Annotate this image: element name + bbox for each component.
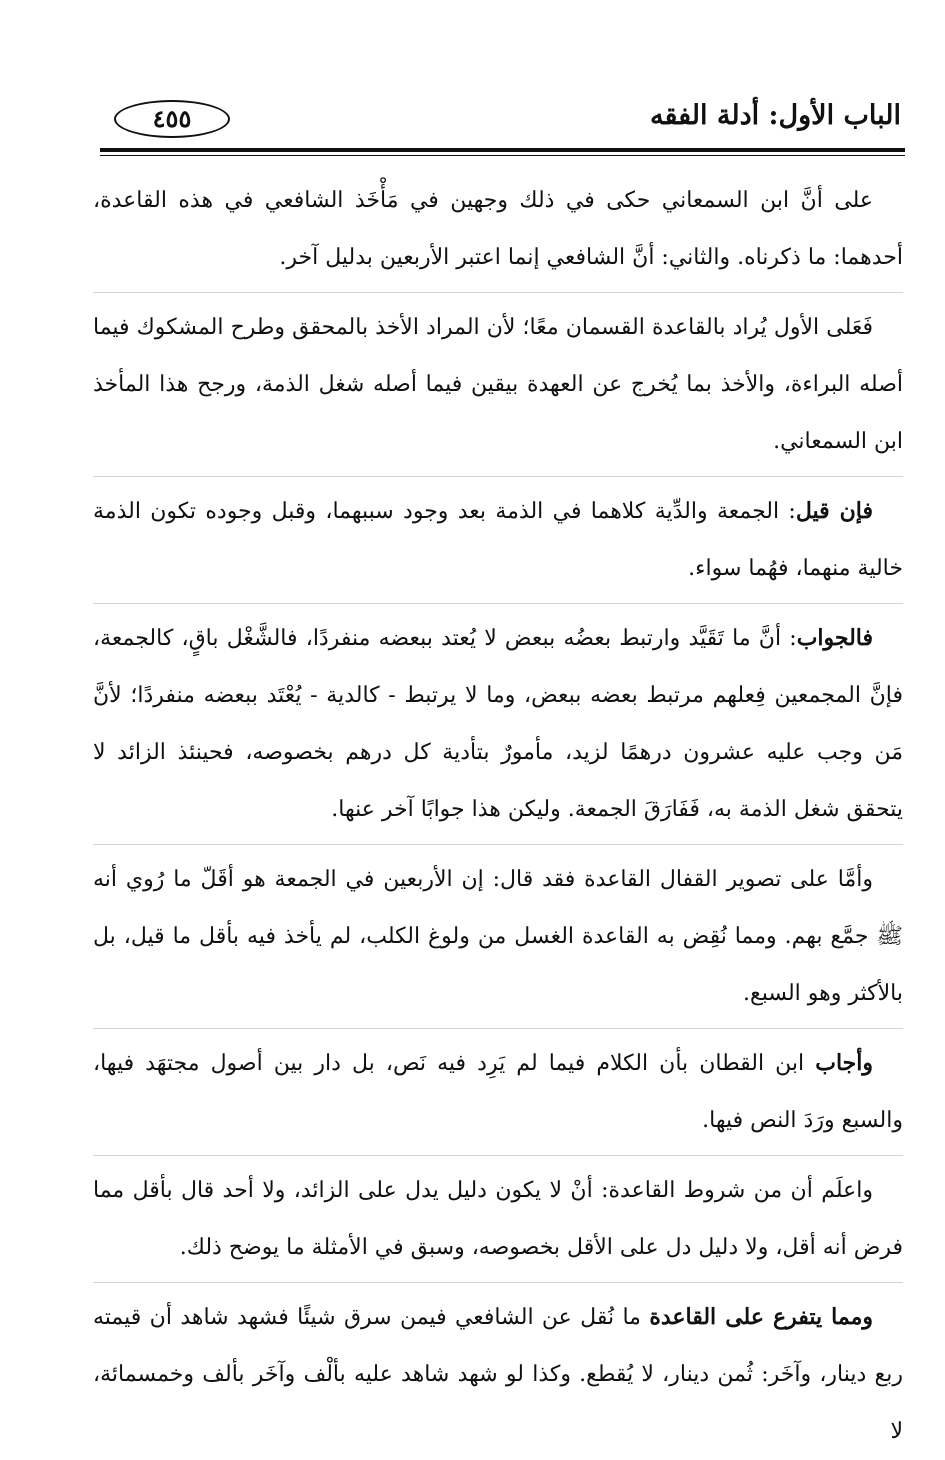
paragraph-lead: فإن قيل: [795, 498, 873, 524]
paragraph-lead: فالجواب: [796, 625, 873, 651]
paragraph-lead: ومما يتفرع على القاعدة: [649, 1304, 873, 1330]
page-header: [100, 96, 905, 140]
header-rule-thick: [100, 148, 905, 152]
paragraph-1: [93, 172, 903, 286]
paragraph-lead: وأجاب: [815, 1050, 873, 1076]
paragraph-3: [93, 483, 903, 597]
paragraph-4: [93, 610, 903, 838]
header-rule-thin: [100, 155, 905, 156]
paragraph-text: ابن القطان بأن الكلام فيما لم يَرِد فيه نَص، بل دار بين أصول مجتهَد فيها، والسبع ورَدَ النص فيها.: [93, 1051, 903, 1133]
paragraph-divider: [93, 476, 903, 477]
paragraph-text: ما نُقل عن الشافعي فيمن سرق شيئًا فشهد شاهد أن قيمته ربع دينار، وآخَر: ثُمن دينار، لا يُقطع. وكذا لو شهد شاهد عليه بألْف وآخَر بألف وخمسمائة، لا: [93, 1305, 903, 1444]
chapter-title: الباب الأول: أدلة الفقه: [650, 100, 901, 131]
paragraph-divider: [93, 844, 903, 845]
paragraph-divider: [93, 292, 903, 293]
paragraph-text: : أنَّ ما تَقَيَّد وارتبط بعضُه ببعض لا يُعتد ببعضه منفردًا، فالشَّغْل باقٍ، كالجمعة، فإنَّ المجمعين فِعلهم مرتبط بعضه ببعض، وما لا يرتبط - كالدية - يُعْتَد ببعضه منفردًا؛ لأنَّ مَن وجب عليه عشرون درهمًا لزيد، مأمورٌ بتأدية كل درهم بخصوصه، فحينئذ الزائد لا يتحقق شغل الذمة به، فَفَارَقَ الجمعة. وليكن هذا جوابًا آخر عنها.: [93, 626, 903, 822]
paragraph-divider: [93, 1155, 903, 1156]
paragraph-8: [93, 1289, 903, 1460]
page-number-badge: ٤٥٥: [114, 100, 230, 138]
paragraph-divider: [93, 603, 903, 604]
paragraph-5: [93, 851, 903, 1022]
paragraph-2: [93, 299, 903, 470]
paragraph-text: وأمَّا على تصوير القفال القاعدة فقد قال: إن الأربعين في الجمعة هو أقَلّ ما رُوي أنه ﷺ جمَّع بهم. ومما نُقِض به القاعدة الغسل من ولوغ الكلب، لم يأخذ فيه بأقل ما قيل، بل بالأكثر وهو السبع.: [93, 867, 903, 1006]
paragraph-divider: [93, 1282, 903, 1283]
paragraph-6: [93, 1035, 903, 1149]
paragraph-text: واعلَم أن من شروط القاعدة: أنْ لا يكون دليل يدل على الزائد، ولا أحد قال بأقل مما فرض أنه أقل، ولا دليل دل على الأقل بخصوصه، وسبق في الأمثلة ما يوضح ذلك.: [93, 1178, 903, 1260]
paragraph-text: فَعَلى الأول يُراد بالقاعدة القسمان معًا؛ لأن المراد الأخذ بالمحقق وطرح المشكوك فيما أصله البراءة، والأخذ بما يُخرج عن العهدة بيقين فيما أصله شغل الذمة، ورجح هذا المأخذ ابن السمعاني.: [93, 315, 903, 454]
paragraph-divider: [93, 1028, 903, 1029]
body-text: [93, 172, 903, 1444]
paragraph-text: على أنَّ ابن السمعاني حكى في ذلك وجهين في مَأْخَذ الشافعي في هذه القاعدة، أحدهما: ما ذكرناه. والثاني: أنَّ الشافعي إنما اعتبر الأربعين بدليل آخر.: [93, 188, 903, 270]
paragraph-text: : الجمعة والدِّية كلاهما في الذمة بعد وجود سببهما، وقبل وجوده تكون الذمة خالية منهما، فهُما سواء.: [93, 499, 903, 581]
paragraph-7: [93, 1162, 903, 1276]
